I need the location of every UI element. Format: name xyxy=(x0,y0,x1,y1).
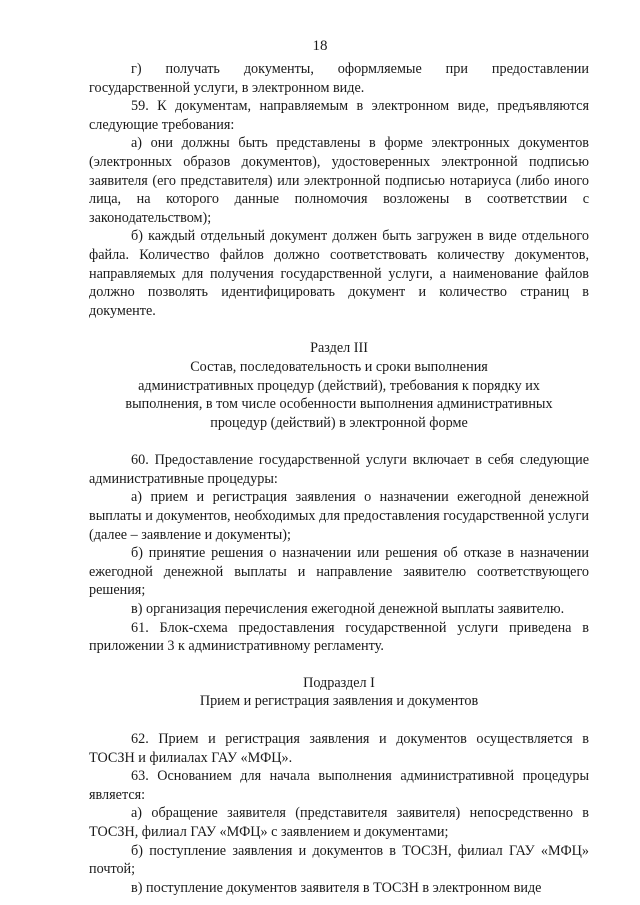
paragraph-60a: а) прием и регистрация заявления о назначении ежегодной денежной выплаты и документов, необходимых для предоставления государственной услуги (далее – заявление и документы); xyxy=(89,489,589,543)
paragraph-g: г) получать документы, оформляемые при предоставлении государственной услуги, в электронном виде. xyxy=(89,61,589,96)
paragraph-60: 60. Предоставление государственной услуги включает в себя следующие административные процедуры: xyxy=(89,452,589,487)
spacer xyxy=(89,432,589,451)
section-title-line: административных процедур (действий), требования к порядку их xyxy=(138,377,540,394)
subsection-title: Прием и регистрация заявления и документов xyxy=(199,693,479,710)
paragraph-63b: б) поступление заявления и документов в ТОСЗН, филиал ГАУ «МФЦ» почтой; xyxy=(89,842,589,878)
paragraph-62: 62. Прием и регистрация заявления и документов осуществляется в ТОСЗН и филиалах ГАУ «МФЦ». xyxy=(89,731,589,766)
paragraph-59b: б) каждый отдельный документ должен быть загружен в виде отдельного файла. Количество файлов должно соответствовать количеству документов, направляемых для получения государственной услуги, а наименование файлов должно позволять идентифицировать документ и количество страниц в документе. xyxy=(89,228,589,319)
spacer xyxy=(89,320,589,339)
paragraph-60c: в) организация перечисления ежегодной денежной выплаты заявителю. xyxy=(131,601,565,618)
subsection-label: Подраздел I xyxy=(303,674,375,691)
paragraph-63a: а) обращение заявителя (представителя заявителя) непосредственно в ТОСЗН, филиал ГАУ «МФЦ» с заявлением и документами; xyxy=(89,805,589,840)
paragraph-61: 61. Блок-схема предоставления государственной услуги приведена в приложении 3 к административному регламенту. xyxy=(89,619,589,655)
paragraph-63c: в) поступление документов заявителя в ТОСЗН в электронном виде xyxy=(131,879,542,896)
section-title-line: выполнения, в том числе особенности выполнения административных xyxy=(125,396,553,413)
document-body xyxy=(89,60,589,897)
paragraph-60b: б) принятие решения о назначении или решения об отказе в назначении ежегодной денежной выплаты и направление заявителю соответствующего решения; xyxy=(89,545,589,599)
paragraph-59: 59. К документам, направляемым в электронном виде, предъявляются следующие требования: xyxy=(89,98,589,133)
spacer xyxy=(89,711,589,730)
section-title-line: процедур (действий) в электронной форме xyxy=(210,414,468,431)
paragraph-59a: а) они должны быть представлены в форме электронных документов (электронных образов документов), удостоверенных электронной подписью заявителя (его представителя) или электронной подписью нотариуса (либо иного лица, на которого данные полномочия возложены в соответствии с законодательством); xyxy=(89,135,589,226)
spacer xyxy=(89,656,589,674)
section-label: Раздел III xyxy=(310,340,368,357)
paragraph-63: 63. Основанием для начала выполнения административной процедуры является: xyxy=(89,768,589,803)
page-number: 18 xyxy=(312,38,328,54)
section-title-line: Состав, последовательность и сроки выполнения xyxy=(190,358,488,375)
